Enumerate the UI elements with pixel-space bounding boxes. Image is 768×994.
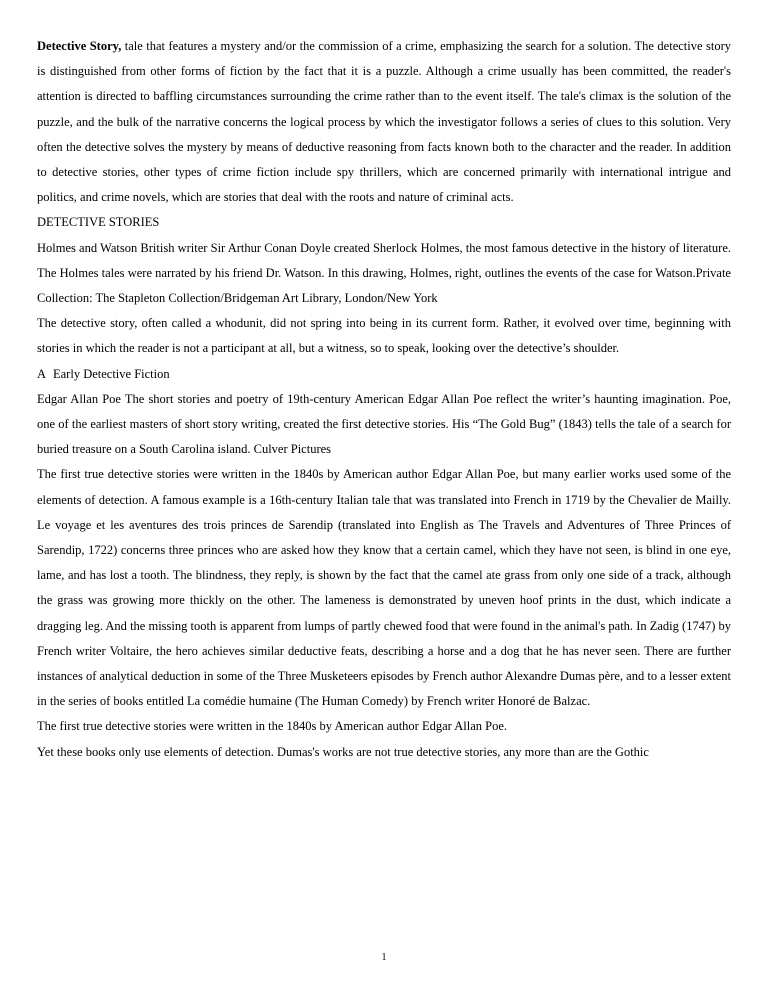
yet-paragraph: Yet these books only use elements of detection. Dumas's works are not true detective stories, any more than are the Gothic <box>37 744 649 759</box>
intro-paragraph <box>37 34 731 210</box>
term-heading: Detective Story, <box>37 39 122 53</box>
first-true-stories-sentence: The first true detective stories were written in the 1840s by American author Edgar Allan Poe. <box>37 719 508 734</box>
subsection-heading-early-fiction <box>37 362 731 387</box>
section-heading-detective-stories: DETECTIVE STORIES <box>37 215 160 230</box>
subsection-title: Early Detective Fiction <box>53 366 170 381</box>
poe-caption: Edgar Allan Poe The short stories and poetry of 19th-century American Edgar Allan Poe reflect the writer’s haunting imagination. Poe, one of the earliest masters of short story writing, created the first detective stories. His “The Gold Bug” (1843) tells the tale of a search for buried treasure on a South Carolina island. Culver Pictures <box>37 391 731 457</box>
subsection-letter: A <box>37 366 47 381</box>
intro-text: tale that features a mystery and/or the commission of a crime, emphasizing the search for a solution. The detective story is distinguished from other forms of fiction by the fact that it is a puzzle. Although a crime usually has been committed, the reader's attention is directed to baffling circumstances surrounding the crime rather than to the event itself. The tale's climax is the solution of the puzzle, and the bulk of the narrative concerns the logical process by which the investigator follows a series of clues to this solution. Very often the detective solves the mystery by means of deductive reasoning from facts known both to the character and the reader. In addition to detective stories, other types of crime fiction include spy thrillers, which are concerned primarily with international intrigue and politics, and crime novels, which are stories that deal with the roots and nature of criminal acts. <box>37 39 731 205</box>
page-number: 1 <box>381 952 387 963</box>
holmes-caption: Holmes and Watson British writer Sir Arthur Conan Doyle created Sherlock Holmes, the most famous detective in the history of literature. The Holmes tales were narrated by his friend Dr. Watson. In this drawing, Holmes, right, outlines the events of the case for Watson.Private Collection: The Stapleton Collection/Bridgeman Art Library, London/New York <box>37 240 731 306</box>
whodunit-paragraph: The detective story, often called a whodunit, did not spring into being in its current form. Rather, it evolved over time, beginning with stories in which the reader is not a participant at all, but a witness, so to speak, looking over the detective’s shoulder. <box>37 316 731 356</box>
early-detection-paragraph: The first true detective stories were written in the 1840s by American author Edgar Allan Poe, but many earlier works used some of the elements of detection. A famous example is a 16th-century Italian tale that was translated into French in 1719 by the Chevalier de Mailly. Le voyage et les aventures des trois princes de Sarendip (translated into English as The Travels and Adventures of Three Princes of Sarendip, 1722) concerns three princes who are asked how they know that a certain camel, which they have not seen, is blind in one eye, lame, and has lost a tooth. The blindness, they reply, is shown by the fact that the camel ate grass from only one side of a track, although the grass was growing more thickly on the other. The lameness is demonstrated by uneven hoof prints in the dust, which indicate a dragging leg. And the missing tooth is apparent from lumps of partly chewed food that were found in the animal's path. In Zadig (1747) by French writer Voltaire, the hero achieves similar deductive feats, describing a horse and a dog that he has never seen. There are further instances of analytical deduction in some of the Three Musketeers episodes by French author Alexandre Dumas père, and to a lesser extent in the series of books entitled La comédie humaine (The Human Comedy) by French writer Honoré de Balzac. <box>37 467 731 709</box>
document-page <box>37 34 731 765</box>
